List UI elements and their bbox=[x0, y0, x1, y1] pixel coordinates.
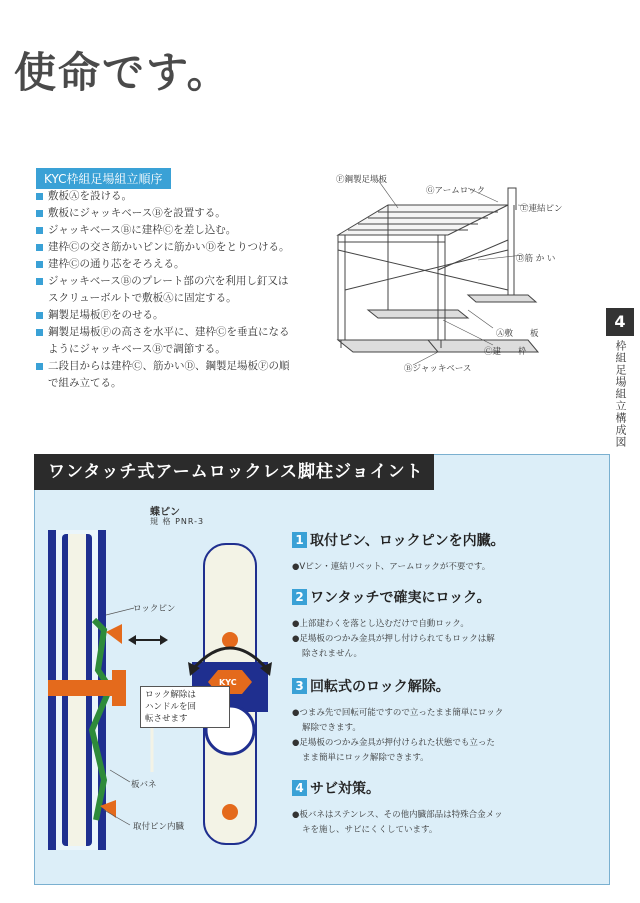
feature-body: ●Vピン・連結リベット、アームロックが不要です。 bbox=[292, 562, 491, 572]
step-item: 敷板Ⓐを設ける。 bbox=[36, 188, 318, 205]
lock-pin-label: ロックピン bbox=[133, 604, 176, 614]
feature-body: ●板バネはステンレス、その他内臓部品は特殊合金メッ キを施し、サビにくくしています。 bbox=[292, 810, 503, 835]
assembly-steps bbox=[36, 188, 318, 392]
chou-pin-title: 蝶ピン bbox=[150, 507, 180, 518]
step-item: ジャッキベースⒷのプレート部の穴を利用し釘又は スクリューボルトで敷板Ⓐに固定する。 bbox=[36, 273, 318, 307]
label-connect-pin: Ⓔ連結ピン bbox=[520, 204, 563, 214]
feature-2 bbox=[292, 587, 592, 662]
label-steel-plank: Ⓕ鋼製足場板 bbox=[336, 175, 388, 185]
feature-body: ●つまみ先で回転可能ですので立ったまま簡単にロック 解除できます。 ●足場板のつかみ金具が押付けられた状態でも立った まま簡単にロック解除できます。 bbox=[292, 708, 504, 763]
feature-title: 4 サビ対策。 bbox=[292, 778, 592, 798]
leaf-spring-label: 板バネ bbox=[131, 780, 157, 790]
label-jack-base: Ⓑジャッキベース bbox=[404, 364, 472, 374]
kyc-logo: KYC bbox=[219, 678, 237, 687]
mount-pin-label: 取付ピン内臓 bbox=[133, 822, 185, 832]
feature-title: 1 取付ピン、ロックピンを内臓。 bbox=[292, 530, 592, 550]
feature-title: 3 回転式のロック解除。 bbox=[292, 676, 592, 696]
feature-3 bbox=[292, 676, 592, 766]
label-brace: Ⓓ筋 か い bbox=[516, 254, 556, 264]
section-tag: KYC枠組足場組立順序 bbox=[36, 168, 171, 189]
chapter-title: 枠組足場組立構成図 bbox=[614, 340, 627, 448]
step-item: 敷板にジャッキベースⒷを設置する。 bbox=[36, 205, 318, 222]
chou-pin-spec: 規 格 PNR-3 bbox=[150, 517, 205, 526]
feature-1 bbox=[292, 530, 592, 575]
page-headline: 使命です。 bbox=[14, 48, 231, 97]
feature-4 bbox=[292, 778, 592, 838]
unlock-callout: ロック解除は ハンドルを回 転させます bbox=[140, 686, 230, 728]
chapter-number: 4 bbox=[606, 308, 634, 336]
feature-body: ●上部建わくを落とし込むだけで自動ロック。 ●足場板のつかみ金具が押し付けられてもロックは解 除されません。 bbox=[292, 619, 495, 659]
chapter-tab bbox=[606, 308, 634, 448]
step-item: 鋼製足場板Ⓕをのせる。 bbox=[36, 307, 318, 324]
step-item: 二段目からは建枠Ⓒ、筋かいⒹ、鋼製足場板Ⓕの順 で組み立てる。 bbox=[36, 358, 318, 392]
label-frame: Ⓒ建 枠 bbox=[484, 347, 527, 357]
step-item: 建枠Ⓒの交さ筋かいピンに筋かいⒹをとりつける。 bbox=[36, 239, 318, 256]
label-base-plate: Ⓐ敷 板 bbox=[496, 329, 539, 339]
step-item: ジャッキベースⒷに建枠Ⓒを差し込む。 bbox=[36, 222, 318, 239]
feature-title: 2 ワンタッチで確実にロック。 bbox=[292, 587, 592, 607]
step-item: 建枠Ⓒの通り芯をそろえる。 bbox=[36, 256, 318, 273]
label-arm-lock: Ⓖアームロック bbox=[426, 186, 486, 196]
joint-banner: ワンタッチ式アームロックレス脚柱ジョイント bbox=[34, 454, 434, 490]
step-item: 鋼製足場板Ⓕの高さを水平に、建枠Ⓒを垂直になる ようにジャッキベースⒷで調節する。 bbox=[36, 324, 318, 358]
